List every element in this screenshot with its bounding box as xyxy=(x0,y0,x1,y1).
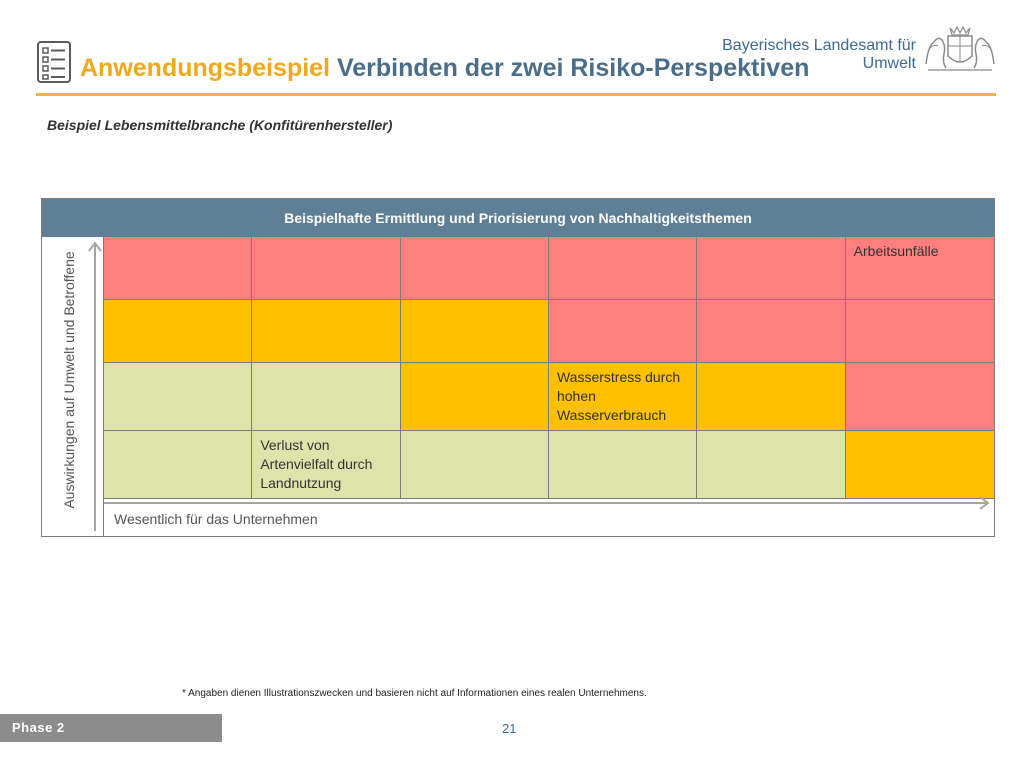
matrix-cell-r3-c6 xyxy=(846,363,994,431)
matrix-cell-r3-c1 xyxy=(104,363,252,431)
matrix-cell-r3-c5 xyxy=(697,363,845,431)
matrix-cell-r4-c2: Verlust von Artenvielfalt durch Landnutzung xyxy=(252,431,400,499)
matrix-cell-r2-c6 xyxy=(846,300,994,363)
matrix-cell-r2-c4 xyxy=(549,300,697,363)
x-axis xyxy=(104,499,994,536)
y-axis-label: Auswirkungen auf Umwelt und Betroffene xyxy=(61,251,77,509)
matrix-cell-r4-c3 xyxy=(401,431,549,499)
title-accent: Anwendungsbeispiel xyxy=(80,54,331,82)
matrix-cell-r2-c1 xyxy=(104,300,252,363)
phase-badge: Phase 2 xyxy=(0,714,222,742)
matrix-cell-r1-c1 xyxy=(104,237,252,300)
matrix-header: Beispielhafte Ermittlung und Priorisierung von Nachhaltigkeitsthemen xyxy=(42,199,994,237)
matrix-cell-r4-c4 xyxy=(549,431,697,499)
matrix-cell-r2-c2 xyxy=(252,300,400,363)
title-rest: Verbinden der zwei Risiko-Perspektiven xyxy=(336,54,810,82)
matrix-cell-r1-c5 xyxy=(697,237,845,300)
matrix-cell-r2-c3 xyxy=(401,300,549,363)
matrix-cell-r1-c6: Arbeitsunfälle xyxy=(846,237,994,300)
matrix-cell-r1-c2 xyxy=(252,237,400,300)
page-number: 21 xyxy=(502,721,517,736)
matrix-cell-r4-c5 xyxy=(697,431,845,499)
y-axis xyxy=(42,237,104,536)
matrix-cell-r1-c3 xyxy=(401,237,549,300)
page-title xyxy=(80,54,809,83)
org-name-line1: Bayerisches Landesamt für xyxy=(722,37,916,54)
footnote: * Angaben dienen Illustrationszwecken und basieren nicht auf Informationen eines realen Unternehmens. xyxy=(182,688,647,699)
matrix-cell-r3-c3 xyxy=(401,363,549,431)
subtitle: Beispiel Lebensmittelbranche (Konfitürenhersteller) xyxy=(47,117,393,133)
matrix-cell-r4-c1 xyxy=(104,431,252,499)
matrix-cell-r1-c4 xyxy=(549,237,697,300)
bavarian-crest-logo xyxy=(922,24,998,74)
matrix-cell-r4-c6 xyxy=(846,431,994,499)
header-divider xyxy=(36,93,996,96)
organization-name xyxy=(722,37,916,73)
materiality-matrix xyxy=(41,198,995,537)
org-name-line2: Umwelt xyxy=(862,55,916,72)
checklist-icon xyxy=(36,40,72,84)
x-axis-label: Wesentlich für das Unternehmen xyxy=(114,511,318,527)
matrix-cell-r2-c5 xyxy=(697,300,845,363)
matrix-grid xyxy=(104,237,994,499)
matrix-cell-r3-c2 xyxy=(252,363,400,431)
matrix-cell-r3-c4: Wasserstress durch hohen Wasserverbrauch xyxy=(549,363,697,431)
